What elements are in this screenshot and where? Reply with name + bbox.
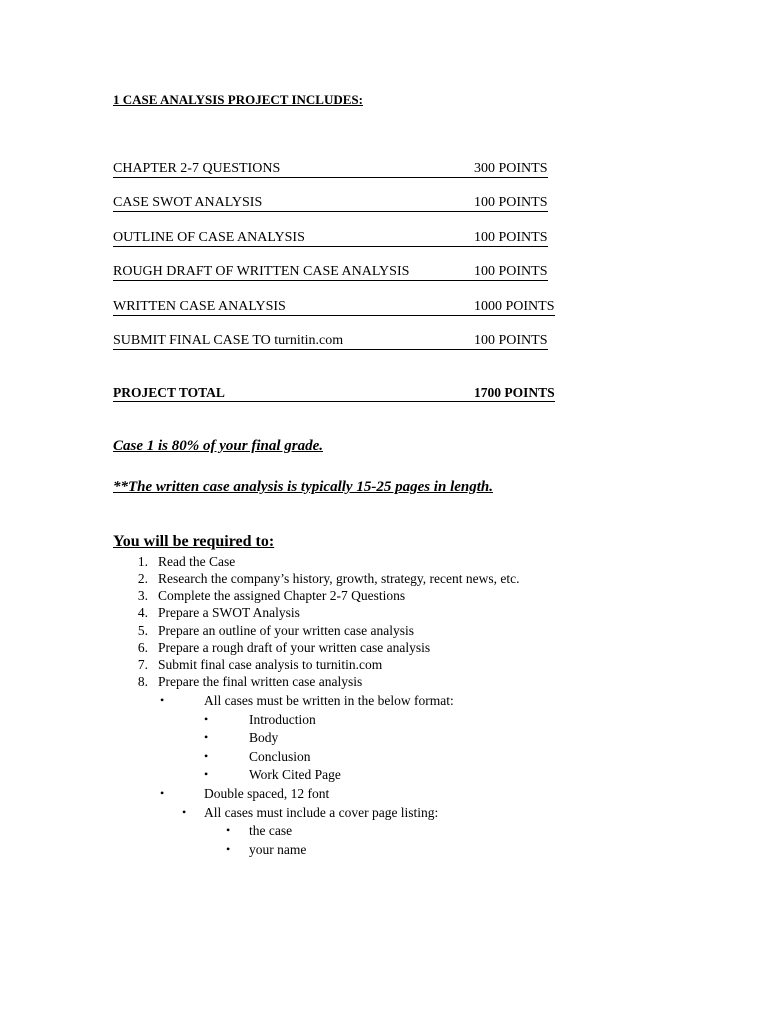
list-text: Prepare a SWOT Analysis bbox=[158, 605, 300, 620]
page-heading: 1 CASE ANALYSIS PROJECT INCLUDES: bbox=[113, 92, 363, 107]
points-row-label: CASE SWOT ANALYSIS bbox=[113, 195, 474, 212]
list-text: the case bbox=[249, 823, 293, 838]
list-number: 5. bbox=[137, 623, 148, 638]
points-row-value: 100 POINTS bbox=[474, 264, 548, 279]
list-item bbox=[0, 841, 768, 858]
bullet-icon: • bbox=[204, 749, 209, 763]
length-note: **The written case analysis is typically 15-25 pages in length. bbox=[113, 479, 493, 495]
list-item bbox=[0, 587, 768, 604]
points-row-value: 100 POINTS bbox=[474, 333, 548, 348]
list-text: Submit final case analysis to turnitin.com bbox=[158, 657, 383, 672]
project-total-value: 1700 POINTS bbox=[474, 385, 555, 400]
points-row-label: ROUGH DRAFT OF WRITTEN CASE ANALYSIS bbox=[113, 264, 474, 281]
list-item bbox=[0, 785, 768, 802]
list-item bbox=[0, 673, 768, 690]
list-text: Body bbox=[249, 730, 279, 745]
bullet-icon: • bbox=[204, 730, 209, 744]
points-row-value: 1000 POINTS bbox=[474, 299, 555, 314]
list-number: 1. bbox=[137, 554, 148, 569]
list-text: Introduction bbox=[249, 712, 316, 727]
points-row-value: 100 POINTS bbox=[474, 195, 548, 210]
points-row-value: 300 POINTS bbox=[474, 161, 548, 176]
list-text: All cases must include a cover page listing: bbox=[204, 805, 439, 820]
list-text: Complete the assigned Chapter 2-7 Questions bbox=[158, 588, 406, 603]
points-row bbox=[113, 264, 553, 282]
list-text: Read the Case bbox=[158, 554, 236, 569]
list-item bbox=[0, 692, 768, 709]
list-number: 4. bbox=[137, 605, 148, 620]
points-row bbox=[113, 299, 553, 317]
points-row bbox=[113, 230, 553, 248]
list-text: All cases must be written in the below format: bbox=[204, 693, 454, 708]
list-item bbox=[0, 656, 768, 673]
points-row bbox=[113, 161, 553, 179]
points-row bbox=[113, 195, 553, 213]
points-row-label: SUBMIT FINAL CASE TO turnitin.com bbox=[113, 333, 474, 350]
grade-note: Case 1 is 80% of your final grade. bbox=[113, 438, 323, 454]
bullet-icon: • bbox=[204, 767, 209, 781]
list-item bbox=[0, 553, 768, 570]
list-item bbox=[0, 822, 768, 839]
list-number: 3. bbox=[137, 588, 148, 603]
list-item bbox=[0, 804, 768, 821]
project-total-row bbox=[113, 385, 565, 403]
list-number: 8. bbox=[137, 674, 148, 689]
list-number: 7. bbox=[137, 657, 148, 672]
list-text: Prepare a rough draft of your written case analysis bbox=[158, 640, 431, 655]
list-item bbox=[0, 766, 768, 783]
list-text: Work Cited Page bbox=[249, 767, 341, 782]
list-text: Double spaced, 12 font bbox=[204, 786, 330, 801]
points-row-label: CHAPTER 2-7 QUESTIONS bbox=[113, 161, 474, 178]
list-item bbox=[0, 604, 768, 621]
list-text: your name bbox=[249, 842, 307, 857]
bullet-icon: • bbox=[226, 842, 231, 856]
list-item bbox=[0, 639, 768, 656]
list-item bbox=[0, 748, 768, 765]
list-text: Prepare the final written case analysis bbox=[158, 674, 363, 689]
list-text: Conclusion bbox=[249, 749, 311, 764]
list-number: 6. bbox=[137, 640, 148, 655]
list-item bbox=[0, 711, 768, 728]
list-text: Research the company’s history, growth, strategy, recent news, etc. bbox=[158, 571, 520, 586]
bullet-icon: • bbox=[226, 823, 231, 837]
list-item bbox=[0, 570, 768, 587]
points-row-label: WRITTEN CASE ANALYSIS bbox=[113, 299, 474, 316]
bullet-icon: • bbox=[160, 693, 165, 707]
requirements-title: You will be required to: bbox=[113, 533, 275, 550]
bullet-icon: • bbox=[160, 786, 165, 800]
project-total-label: PROJECT TOTAL bbox=[113, 385, 474, 402]
list-item bbox=[0, 729, 768, 746]
bullet-icon: • bbox=[182, 805, 187, 819]
points-row-value: 100 POINTS bbox=[474, 230, 548, 245]
bullet-icon: • bbox=[204, 712, 209, 726]
points-row-label: OUTLINE OF CASE ANALYSIS bbox=[113, 230, 474, 247]
list-item bbox=[0, 622, 768, 639]
list-number: 2. bbox=[137, 571, 148, 586]
points-row bbox=[113, 333, 553, 351]
list-text: Prepare an outline of your written case analysis bbox=[158, 623, 415, 638]
